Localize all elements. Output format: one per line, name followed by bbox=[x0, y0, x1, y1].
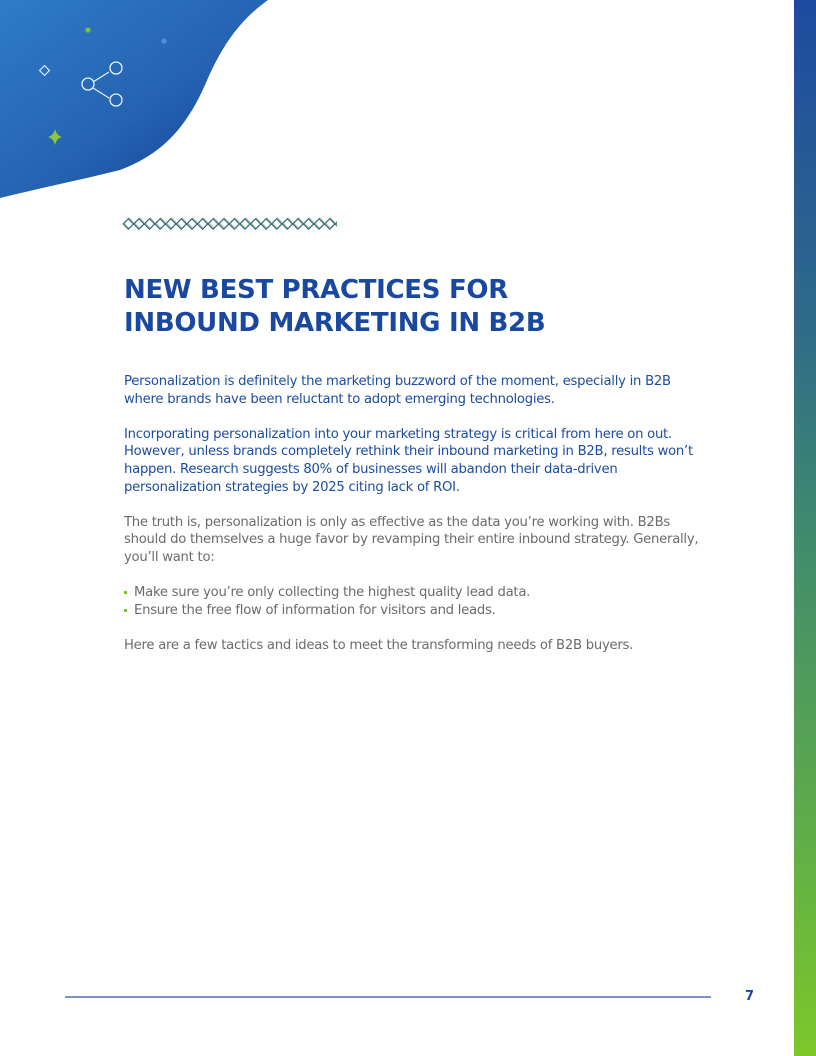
bullet-icon bbox=[124, 591, 127, 594]
footer-divider bbox=[65, 996, 711, 998]
truth-paragraph: The truth is, personalization is only as effective as the data you’re working with. B2Bs should do themselves a huge favor by revamping their entire inbound strategy. Generally, you’ll want to: bbox=[124, 514, 699, 565]
dotted-lines-decoration bbox=[250, 748, 794, 814]
side-gradient-bar bbox=[794, 0, 816, 1056]
page-title bbox=[124, 274, 545, 340]
page-number: 7 bbox=[745, 989, 755, 1004]
bullet-list bbox=[124, 584, 704, 619]
list-item-text: Ensure the free flow of information for visitors and leads. bbox=[134, 602, 496, 618]
list-item-text: Make sure you’re only collecting the highest quality lead data. bbox=[134, 585, 531, 601]
bullet-icon bbox=[124, 609, 127, 612]
incorporating-paragraph: Incorporating personalization into your marketing strategy is critical from here on out. However, unless brands completely rethink their inbound marketing in B2B, results won’t happen. Research suggests 80% of businesses will abandon their data-driven personalization strategies by 2025 citing lack of ROI. bbox=[124, 426, 693, 495]
corner-blob bbox=[0, 0, 268, 198]
intro-paragraph: Personalization is definitely the marketing buzzword of the moment, especially in B2B where brands have been reluctant to adopt emerging technologies. bbox=[124, 374, 671, 407]
body-content bbox=[124, 373, 704, 672]
title-line: INBOUND MARKETING IN B2B bbox=[124, 308, 546, 338]
dot-icon bbox=[85, 27, 90, 32]
list-item bbox=[124, 584, 704, 602]
closing-paragraph: Here are a few tactics and ideas to meet the transforming needs of B2B buyers. bbox=[124, 637, 634, 653]
diamond-chain-divider bbox=[123, 217, 337, 231]
dot-icon bbox=[161, 38, 166, 43]
title-line: NEW BEST PRACTICES FOR bbox=[124, 275, 508, 305]
corner-decoration bbox=[0, 0, 280, 210]
list-item bbox=[124, 602, 704, 620]
